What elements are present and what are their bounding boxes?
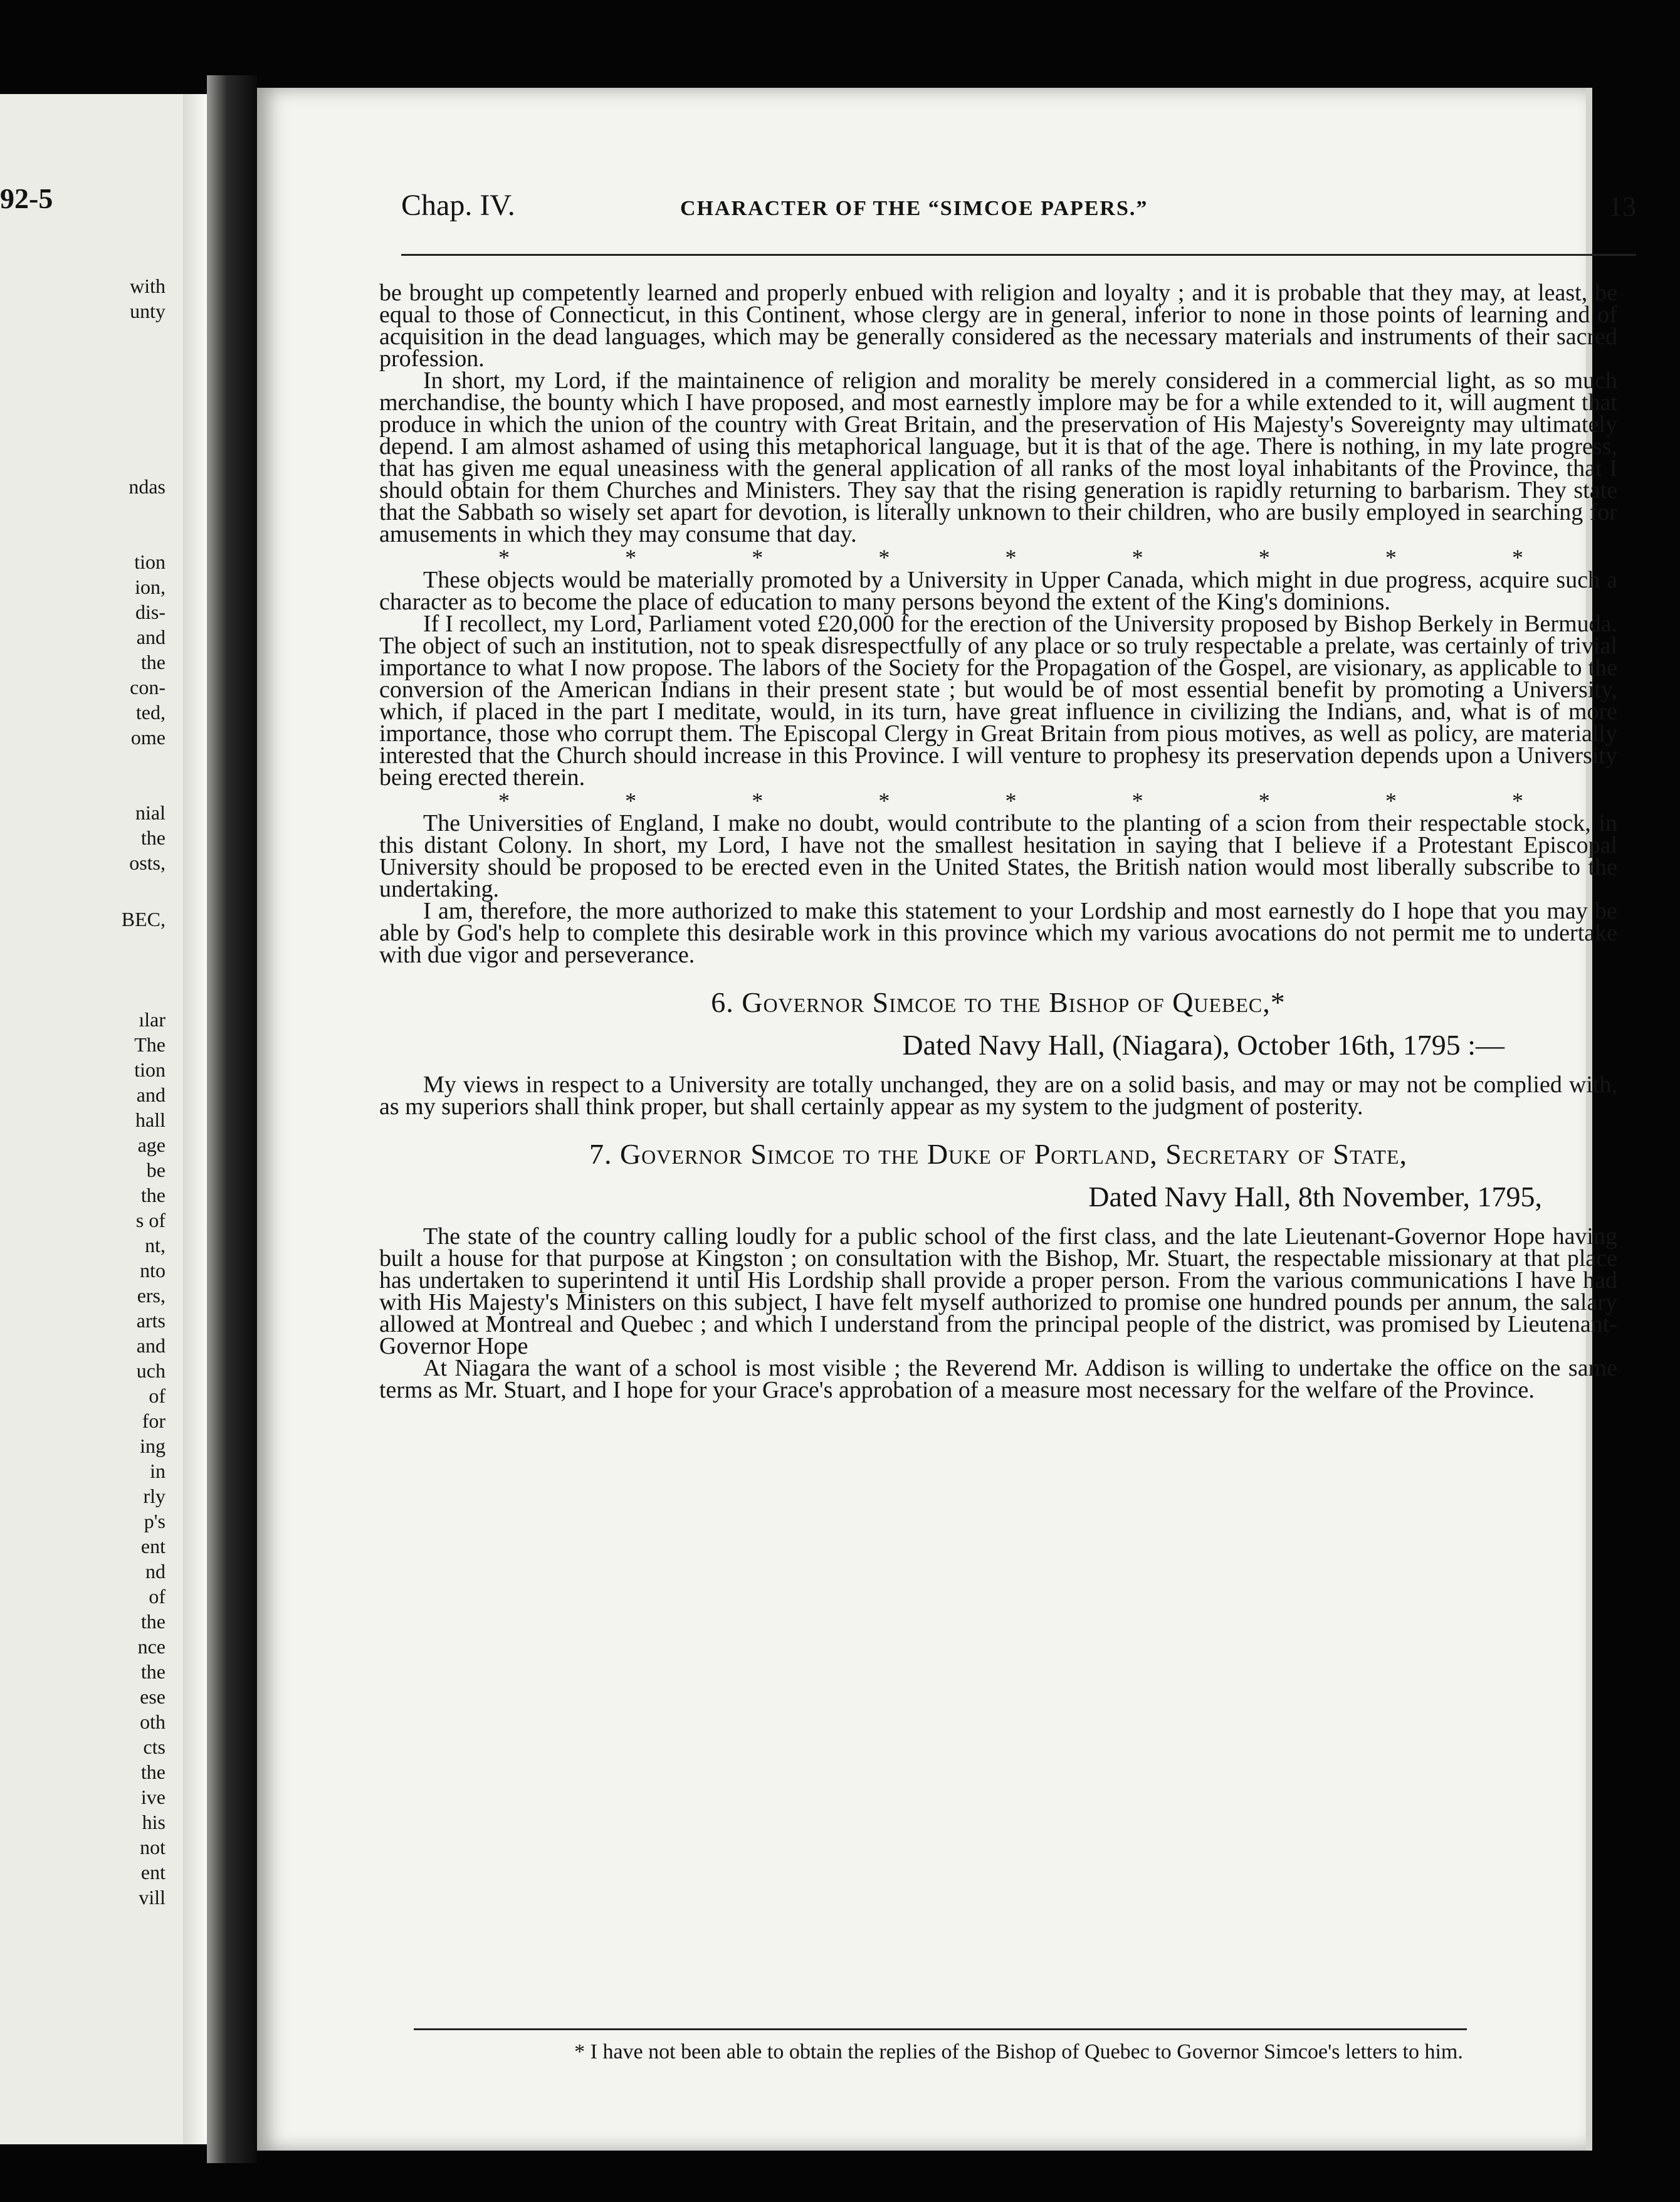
- page-body: [379, 282, 1617, 1401]
- star: *: [498, 545, 510, 570]
- margin-fragment: oth: [140, 1710, 165, 1733]
- star: *: [1005, 545, 1017, 570]
- book-page: [257, 88, 1636, 2151]
- margin-fragment: nial: [135, 801, 165, 824]
- margin-fragment: in: [150, 1460, 165, 1482]
- section-7-dateline: Dated Navy Hall, 8th November, 1795,: [1088, 1181, 1542, 1213]
- margin-fragment: con-: [130, 676, 165, 698]
- margin-fragment: ılar: [139, 1008, 165, 1031]
- margin-fragment: ndas: [129, 475, 165, 498]
- ellipsis-stars: [379, 788, 1617, 813]
- margin-fragment: nd: [145, 1560, 165, 1583]
- paragraph: In short, my Lord, if the maintainence of religion and morality be merely considered in a commercial light, as so much merchandise, the bounty which I have proposed, and most earnestly implore may be for a while extended to it, will augment that produce in which the union of the country with Great Britain, and the preservation of His Majesty's Sovereignty may ultimately depend. I am almost ashamed of using this metaphorical language, but it is that of the age. There is nothing, in my late progress, that has given me equal uneasiness with the general application of all ranks of the most loyal inhabitants of the Province, that I should obtain for them Churches and Ministers. They say that the rising generation is rapidly returning to barbarism. They state that the Sabbath so wisely set apart for devotion, is literally unknown to their children, who are busily employed in searching for amusements in which they may consume that day.: [379, 367, 1617, 547]
- star: *: [498, 788, 510, 813]
- margin-fragment: the: [140, 1184, 165, 1206]
- margin-fragment: ome: [130, 726, 165, 749]
- margin-fragment: ent: [140, 1535, 165, 1557]
- star: *: [1512, 788, 1523, 813]
- margin-fragment: age: [137, 1134, 165, 1156]
- margin-fragment: vill: [139, 1886, 165, 1909]
- paragraph: My views in respect to a University are totally unchanged, they are on a solid basis, and may or may not be complied with, as my superiors shall think proper, but shall certainly appear as my system to the judgment of posterity.: [379, 1072, 1617, 1120]
- star: *: [1131, 545, 1143, 570]
- star: *: [878, 788, 890, 813]
- paragraph: At Niagara the want of a school is most visible ; the Reverend Mr. Addison is willing to undertake the office on the same terms as Mr. Stuart, and I hope for your Grace's approbation of a measure most necessary for the welfare of the Province.: [379, 1355, 1617, 1403]
- margin-fragment: ing: [140, 1435, 165, 1457]
- margin-fragment: cts: [143, 1736, 165, 1758]
- margin-fragment: s of: [135, 1209, 165, 1231]
- margin-fragment: arts: [136, 1309, 165, 1332]
- star: *: [1512, 545, 1523, 570]
- left-page-gutter: [183, 94, 207, 2144]
- star: *: [878, 545, 890, 570]
- star: *: [1385, 788, 1397, 813]
- margin-fragment: the: [140, 1610, 165, 1633]
- margin-fragment: nto: [140, 1259, 165, 1282]
- book-spine-shadow: [207, 75, 257, 2163]
- margin-fragment: for: [142, 1409, 165, 1432]
- left-page-heading: 92-5: [0, 182, 53, 214]
- running-title: CHARACTER OF THE “SIMCOE PAPERS.”: [680, 197, 1148, 220]
- paragraph: These objects would be materially promoted by a University in Upper Canada, which might in due progress, acquire such a character as to become the place of education to many persons beyond the extent of the King's dominions.: [379, 567, 1617, 615]
- star: *: [1385, 545, 1397, 570]
- margin-fragment: not: [140, 1836, 165, 1858]
- margin-fragment: p's: [144, 1510, 165, 1532]
- margin-fragment: of: [149, 1585, 165, 1608]
- margin-fragment: unty: [130, 300, 165, 322]
- star: *: [1131, 788, 1143, 813]
- star: *: [625, 788, 637, 813]
- margin-fragment: ive: [140, 1786, 165, 1808]
- footnote-rule: [414, 2028, 1467, 2030]
- margin-fragment: and: [136, 1334, 165, 1357]
- margin-fragment: nce: [137, 1635, 165, 1658]
- margin-fragment: dis-: [135, 601, 165, 623]
- margin-fragment: uch: [136, 1359, 165, 1382]
- star: *: [752, 788, 764, 813]
- margin-fragment: tion: [134, 1058, 165, 1081]
- paragraph: I am, therefore, the more authorized to make this statement to your Lordship and most earnestly do I hope that you may be able by God's help to complete this desirable work in this province which my various avocations do not permit me to undertake with due vigor and perseverance.: [379, 898, 1617, 968]
- margin-fragment: hall: [135, 1109, 165, 1131]
- margin-fragment: ion,: [135, 576, 165, 598]
- page-number: 13: [1609, 191, 1636, 222]
- section-7-heading: 7. Governor Simcoe to the Duke of Portland, Secretary of State,: [589, 1138, 1408, 1170]
- paragraph: be brought up competently learned and properly enbued with religion and loyalty ; and it is probable that they may, at least, be equal to those of Connecticut, in this Continent, whose clergy are in general, inferior to none in those points of learning and of acquisition in the dead languages, which may be generally considered as the necessary materials and instruments of their sacred profession.: [379, 280, 1617, 372]
- margin-fragment: the: [140, 651, 165, 673]
- margin-fragment: of: [149, 1384, 165, 1407]
- chapter-label: Chap. IV.: [401, 189, 515, 222]
- star: *: [1005, 788, 1017, 813]
- margin-fragment: and: [136, 1083, 165, 1106]
- margin-fragment: ers,: [137, 1284, 165, 1307]
- margin-fragment: with: [130, 275, 165, 297]
- footnote: * I have not been able to obtain the replies of the Bishop of Quebec to Governor Simcoe's letters to him.: [574, 2040, 1463, 2063]
- margin-fragment: ent: [140, 1861, 165, 1883]
- header-rule: [401, 254, 1636, 256]
- section-6-heading: 6. Governor Simcoe to the Bishop of Quebec,*: [711, 986, 1286, 1018]
- paragraph: The Universities of England, I make no doubt, would contribute to the planting of a scion from their respectable stock, in this distant Colony. In short, my Lord, I have not the smallest hesitation in saying that I believe if a Protestant Episcopal University should be proposed to be erected even in the United States, the British nation would most liberally subscribe to the undertaking.: [379, 810, 1617, 902]
- margin-fragment: be: [146, 1159, 165, 1181]
- margin-fragment: ese: [140, 1685, 165, 1708]
- margin-fragment: the: [140, 1660, 165, 1683]
- paragraph: The state of the country calling loudly for a public school of the first class, and the late Lieutenant-Governor Hope having built a house for that purpose at Kingston ; on consultation with the Bishop, Mr. Stuart, the respectable missionary at that place has undertaken to superintend it until His Lordship shall provide a proper person. From the various communications I have had with His Majesty's Ministers on this subject, I have felt myself authorized to promise one hundred pounds per annum, the salary allowed at Montreal and Quebec ; and which I understand from the principal people of the district, was promised by Lieutenant-Governor Hope: [379, 1223, 1617, 1359]
- margin-fragment: nt,: [145, 1234, 165, 1256]
- margin-fragment: ted,: [135, 701, 165, 724]
- margin-fragment: the: [140, 826, 165, 849]
- star: *: [1258, 788, 1270, 813]
- left-page: [0, 94, 207, 2144]
- margin-fragment: osts,: [129, 851, 165, 874]
- margin-fragment: tion: [134, 550, 165, 573]
- star: *: [752, 545, 764, 570]
- page-header: [401, 188, 1636, 238]
- section-6-dateline: Dated Navy Hall, (Niagara), October 16th, 1795 :—: [902, 1029, 1504, 1061]
- paragraph: If I recollect, my Lord, Parliament voted £20,000 for the erection of the University proposed by Bishop Berkely in Bermuda. The object of such an institution, not to speak disrespectfully of any place or so truly respectable a prelate, was certainly of trivial importance to what I now propose. The labors of the Society for the Propagation of the Gospel, are visionary, as applicable to the conversion of the American Indians in their present state ; but would be of most essential benefit by promoting a University, which, if placed in the part I meditate, would, in its turn, have great influence in civilizing the Indians, and, what is of more importance, those who corrupt them. The Episcopal Clergy in Great Britain from pious motives, as well as policy, are materially interested that the Church should increase in this Province. I will venture to prophesy its preservation depends upon a University being erected therein.: [379, 611, 1617, 791]
- margin-fragment: rly: [143, 1485, 165, 1507]
- margin-fragment: the: [140, 1761, 165, 1783]
- star: *: [1258, 545, 1270, 570]
- star: *: [625, 545, 637, 570]
- ellipsis-stars: [379, 545, 1617, 570]
- margin-fragment: BEC,: [121, 908, 165, 930]
- margin-fragment: The: [134, 1033, 165, 1056]
- margin-fragment: and: [136, 626, 165, 648]
- margin-fragment: his: [142, 1811, 165, 1833]
